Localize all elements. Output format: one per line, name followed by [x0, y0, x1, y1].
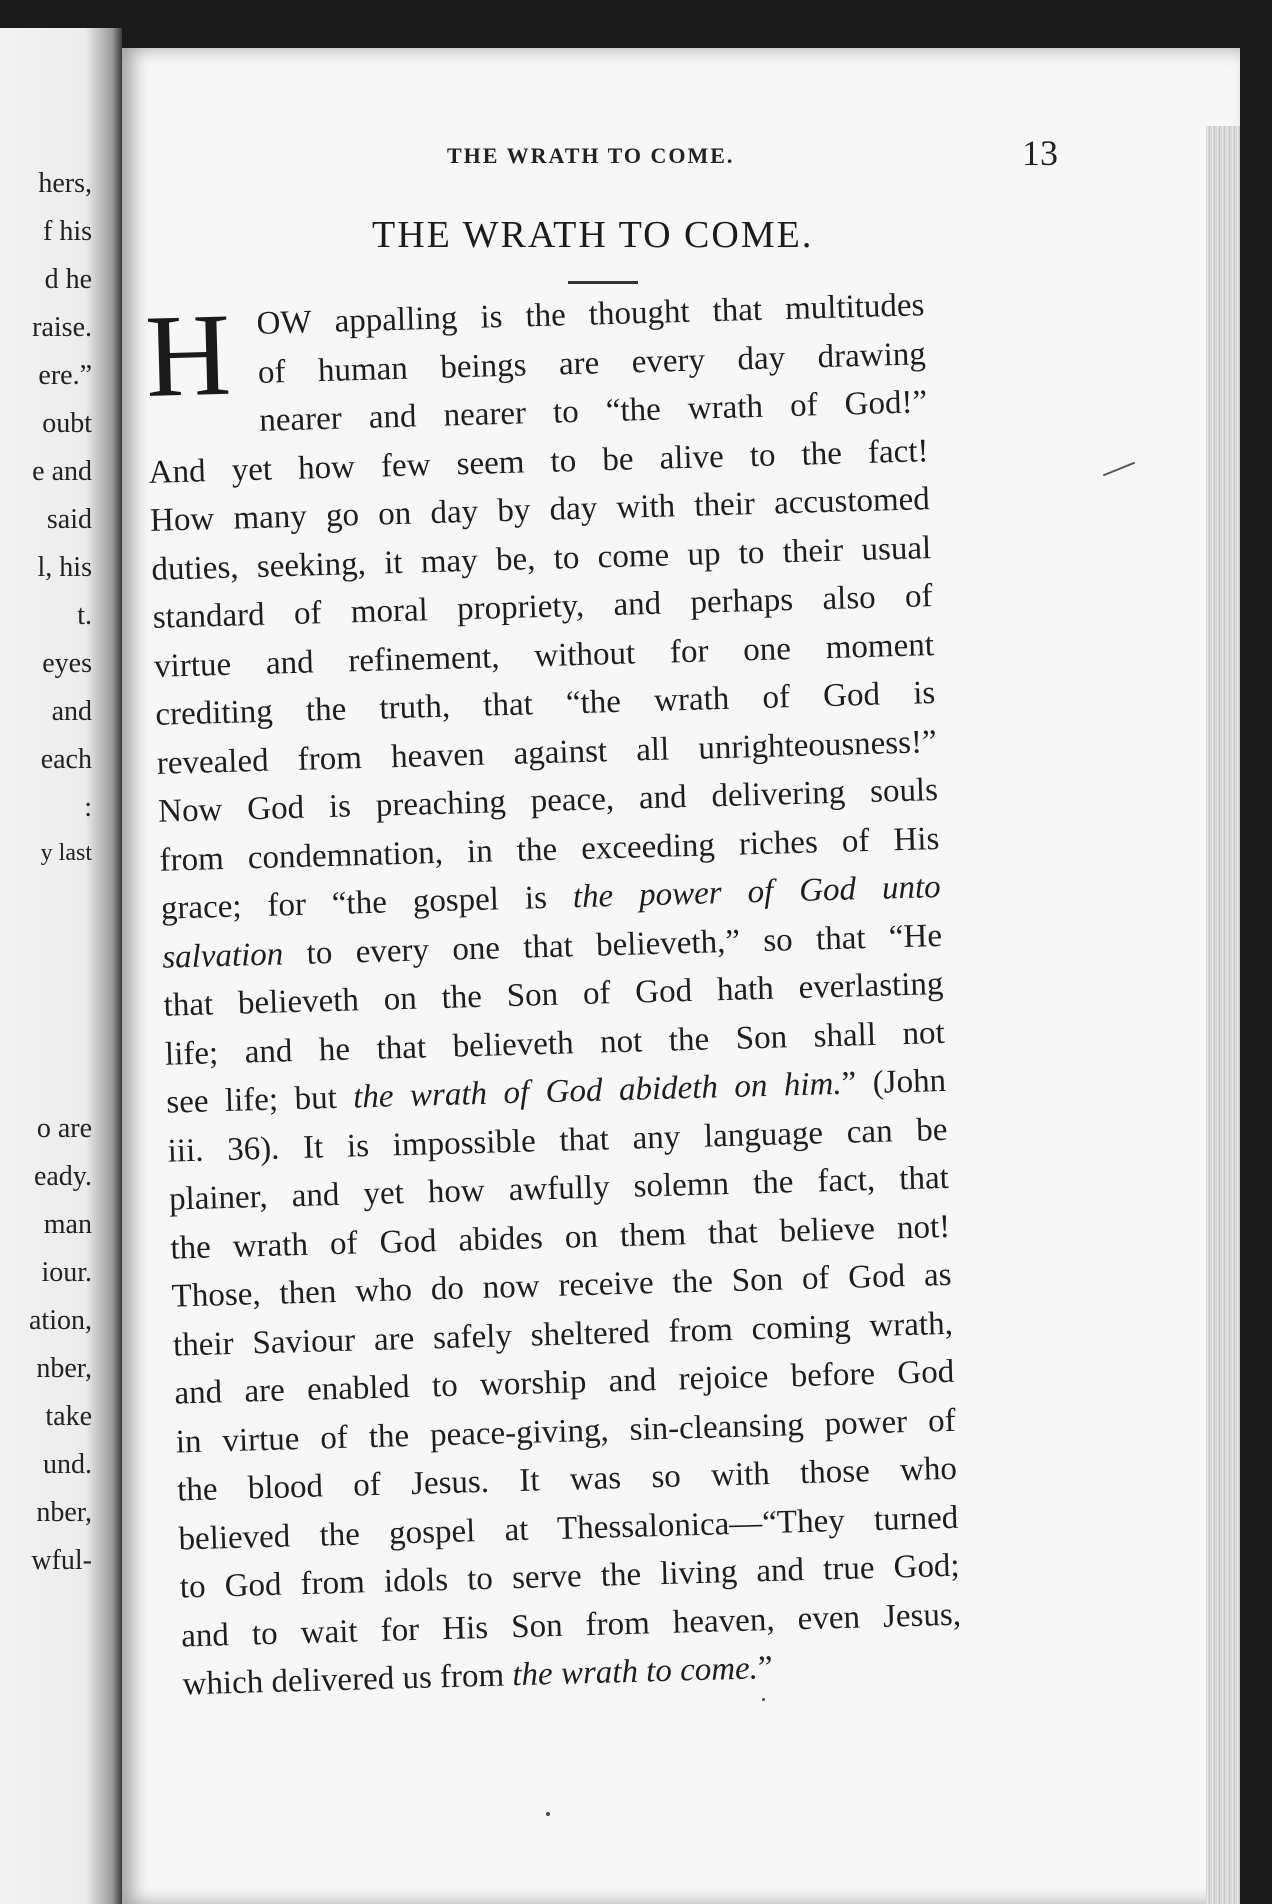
text-line: And yet how few seem to be alive to the fact!	[148, 432, 929, 491]
text-line: iii. 36). It is impossible that any language can be	[167, 1111, 948, 1170]
prev-page-line: d he	[44, 264, 92, 295]
prev-page-line: eady.	[33, 1161, 92, 1192]
text-segment: see life; but	[165, 1079, 338, 1121]
book-page	[122, 48, 1240, 1904]
prev-page-line: and	[51, 696, 92, 727]
text-line: that believeth on the Son of God hath everlasting	[163, 965, 944, 1024]
previous-page-fragment	[0, 28, 122, 1904]
text-line: virtue and refinement, without for one moment	[153, 626, 935, 685]
prev-page-line: nber,	[36, 1497, 92, 1528]
prev-page-line: nber,	[36, 1353, 92, 1384]
prev-page-line: :	[84, 792, 92, 823]
text-line: from condemnation, in the exceeding riches of His	[159, 820, 940, 879]
body-text	[144, 281, 963, 1709]
title-rule	[568, 281, 638, 284]
italic-segment: the power of God unto	[572, 868, 942, 916]
speck	[762, 1698, 765, 1701]
text-line: the wrath of God abides on them that believe not!	[169, 1208, 951, 1267]
text-line: their Saviour are safely sheltered from coming wrath,	[172, 1305, 954, 1364]
first-word-rest: OW	[256, 304, 313, 342]
prev-page-line: f his	[43, 216, 92, 247]
prev-page-line: raise.	[32, 312, 92, 343]
prev-page-line: each	[40, 744, 92, 775]
text-line: plainer, and yet how awfully solemn the fact, that	[168, 1159, 950, 1218]
prev-page-line: y last	[40, 840, 92, 866]
text-segment: which delivered us from	[182, 1657, 505, 1703]
prev-page-line: iour.	[41, 1257, 92, 1288]
italic-segment: the wrath of God abideth on him.	[352, 1065, 843, 1116]
speck	[546, 1812, 550, 1816]
text-line: and to wait for His Son from heaven, even Jesus,	[180, 1596, 962, 1654]
drop-cap: H	[143, 288, 233, 422]
text-segment: to every one that believeth,” so that “He	[306, 917, 943, 972]
text-line: believed the gospel at Thessalonica—“They turned	[178, 1499, 959, 1558]
page-edge-stack	[1206, 126, 1240, 1904]
prev-page-line: o are	[36, 1113, 92, 1144]
text-line: Those, then who do now receive the Son of God as	[171, 1256, 952, 1315]
prev-page-line: und.	[43, 1449, 92, 1480]
prev-page-line: l, his	[37, 552, 92, 583]
text-line: crediting the truth, that “the wrath of God is	[155, 675, 936, 733]
chapter-title: THE WRATH TO COME.	[372, 214, 814, 256]
text-line: of human beings are every day drawing	[257, 335, 927, 391]
prev-page-line: wful-	[31, 1545, 92, 1576]
text-line: Now God is preaching peace, and delivering souls	[157, 772, 939, 830]
running-head: THE WRATH TO COME.	[447, 143, 735, 168]
prev-page-line: t.	[77, 600, 92, 631]
text-segment: grace; for “the gospel is	[160, 879, 548, 927]
prev-page-line: e and	[32, 456, 92, 487]
italic-segment: the wrath to come.	[511, 1650, 759, 1694]
text-line: in virtue of the peace-giving, sin-cleansing power of	[175, 1402, 957, 1461]
prev-page-line: oubt	[42, 408, 92, 439]
prev-page-line: ere.”	[38, 360, 92, 391]
text-line: nearer and nearer to “the wrath of God!”	[258, 384, 928, 439]
text-line: and are enabled to worship and rejoice before God	[173, 1353, 955, 1412]
text-line: the blood of Jesus. It was so with those who	[176, 1450, 958, 1509]
text-segment: ”	[757, 1649, 774, 1687]
text-line: life; and he that believeth not the Son shall not	[164, 1014, 946, 1073]
text-line: to God from idols to serve the living and true God;	[179, 1547, 961, 1606]
prev-page-line: said	[46, 504, 92, 535]
margin-mark	[1103, 462, 1135, 477]
prev-page-line: hers,	[38, 168, 92, 199]
text-line: How many go on day by day with their accustomed	[149, 481, 931, 539]
text-segment: ” (John	[841, 1062, 947, 1102]
text-line: revealed from heaven against all unrighteousness!”	[156, 723, 938, 782]
prev-page-line: ation,	[29, 1305, 92, 1336]
page-number: 13	[1022, 133, 1058, 173]
prev-page-line: take	[45, 1401, 92, 1432]
prev-page-line: eyes	[42, 648, 92, 679]
italic-segment: salvation	[161, 935, 284, 976]
text-line-content: appalling is the thought that multitudes	[334, 287, 925, 340]
prev-page-line: man	[43, 1209, 92, 1240]
text-line: standard of moral propriety, and perhaps also of	[152, 578, 933, 636]
text-line: duties, seeking, it may be, to come up to their usual	[150, 529, 932, 588]
